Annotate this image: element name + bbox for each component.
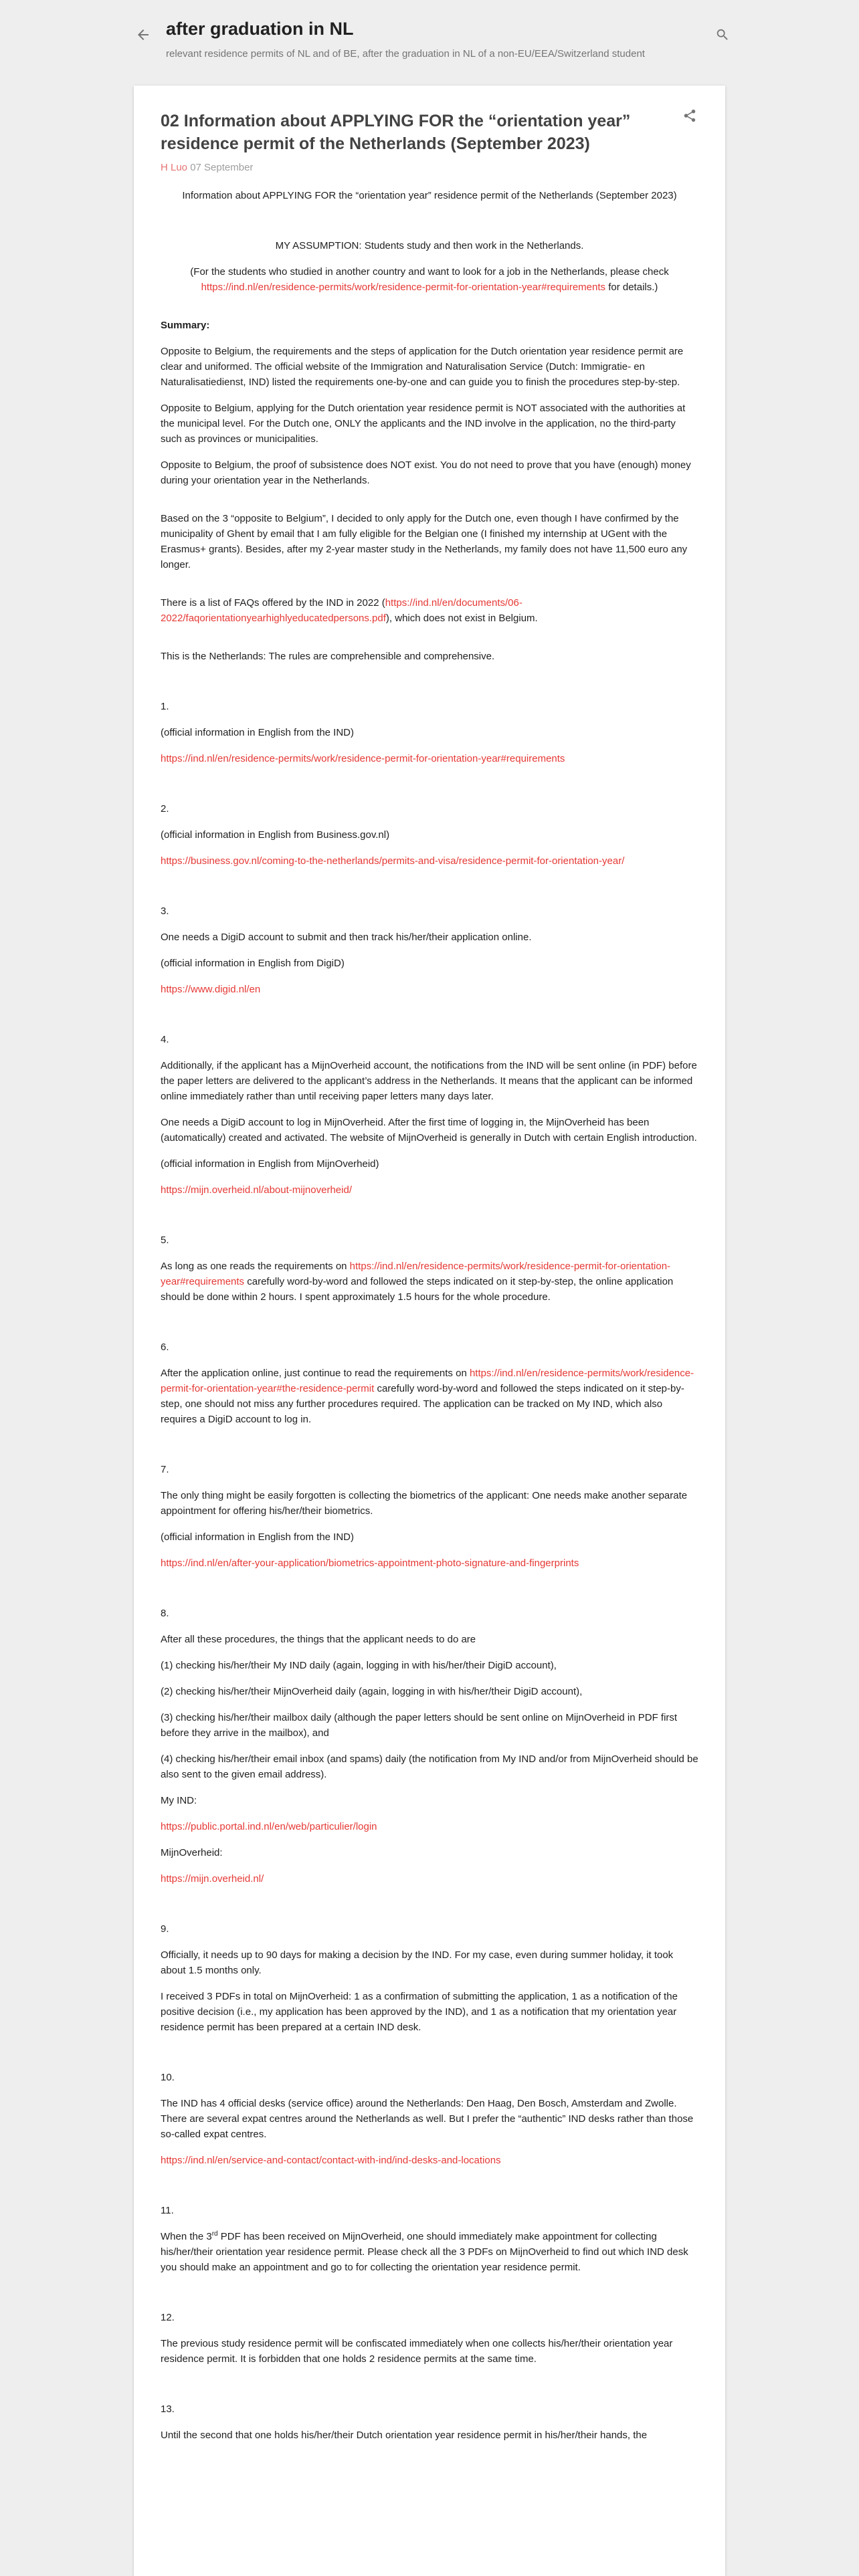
based-paragraph: Based on the 3 “opposite to Belgium”, I decided to only apply for the Dutch one, even though I have confirmed by the municipality of Ghent by email that I am fully eligible for the Belgian one (I finished my internship at UGent with the Erasmus+ grants). Besides, after my 2-year master study in the Netherlands, my family does not have 11,500 euro any longer.	[161, 513, 688, 570]
section-8-number: 8.	[161, 1608, 169, 1619]
faq-paragraph: There is a list of FAQs offered by the IND in 2022 (https://ind.nl/en/documents/06-2022/faqorientationyearhighlyeducatedpersons.pdf), which does not exist in Belgium.	[161, 597, 538, 624]
section-4-text-3: (official information in English from MijnOverheid)	[161, 1158, 379, 1170]
blog-header	[0, 0, 859, 74]
section-1-link[interactable]: https://ind.nl/en/residence-permits/work/residence-permit-for-orientation-year#requirements	[161, 753, 565, 764]
post-byline	[161, 162, 698, 173]
summary-paragraph-1: Opposite to Belgium, the requirements and the steps of application for the Dutch orientation year residence permit are clear and uniformed. The official website of the Immigration and Naturalisation Service (Dutch: Immigratie- en Naturalisatiedienst, IND) listed the requirements one-by-one and can guide you to finish the procedures step-by-step.	[161, 346, 684, 388]
section-10-text: The IND has 4 official desks (service office) around the Netherlands: Den Haag, Den Bosch, Amsterdam and Zwolle. There are several expat centres around the Netherlands as well. But I prefer the “authentic” IND desks rather than those so-called expat centres.	[161, 2098, 694, 2140]
section-9-text-2: I received 3 PDFs in total on MijnOverheid: 1 as a confirmation of submitting the application, 1 as a notification of the positive decision (i.e., my application has been approved by the IND), and 1 as a notification that my orientation year residence permit has been prepared at a certain IND desk.	[161, 1991, 678, 2033]
summary-paragraph-2: Opposite to Belgium, applying for the Dutch orientation year residence permit is NOT associated with the authorities at the municipal level. For the Dutch one, ONLY the applicants and the IND involve in the application, no the third-party such as provinces or municipalities.	[161, 403, 686, 445]
section-5-text: As long as one reads the requirements on https://ind.nl/en/residence-permits/work/residence-permit-for-orientation-year#requirements carefully word-by-word and followed the steps indicated on it step-by-step, the online application should be done within 2 hours. I spent approximately 1.5 hours for the whole procedure.	[161, 1261, 674, 1303]
my-ind-label: My IND:	[161, 1795, 197, 1806]
section-2-text: (official information in English from Business.gov.nl)	[161, 829, 390, 841]
section-6-text: After the application online, just continue to read the requirements on https://ind.nl/en/residence-permits/work/residence-permit-for-orientation-year#the-residence-permit carefully word-by-word and followed the steps indicated on it step-by-step, one should not miss any further procedures required. The application can be tracked on My IND, which also requires a DigiD account to log in.	[161, 1368, 694, 1425]
section-8-item-4: (4) checking his/her/their email inbox (and spams) daily (the notification from My IND and/or from MijnOverheid should be also sent to the given email address).	[161, 1753, 698, 1780]
section-8-text-1: After all these procedures, the things that the applicant needs to do are	[161, 1634, 476, 1645]
section-10-link[interactable]: https://ind.nl/en/service-and-contact/contact-with-ind/ind-desks-and-locations	[161, 2155, 501, 2166]
section-6-number: 6.	[161, 1341, 169, 1353]
my-ind-link[interactable]: https://public.portal.ind.nl/en/web/particulier/login	[161, 1821, 377, 1832]
share-button[interactable]	[678, 104, 701, 127]
assumption-link[interactable]: https://ind.nl/en/residence-permits/work/residence-permit-for-orientation-year#requirements	[201, 282, 606, 293]
post-date: 07 September	[190, 162, 254, 173]
section-3-text-1: One needs a DigiD account to submit and then track his/her/their application online.	[161, 932, 532, 943]
section-8-item-2: (2) checking his/her/their MijnOverheid daily (again, logging in with his/her/their DigiD account),	[161, 1686, 583, 1697]
section-12-number: 12.	[161, 2312, 175, 2323]
section-1-text: (official information in English from the IND)	[161, 727, 354, 738]
arrow-back-icon	[135, 27, 151, 43]
mijnoverheid-label: MijnOverheid:	[161, 1847, 223, 1858]
section-8-item-1: (1) checking his/her/their My IND daily (again, logging in with his/her/their DigiD account),	[161, 1660, 557, 1671]
post-intro: Information about APPLYING FOR the “orientation year” residence permit of the Netherlands (September 2023)	[182, 190, 677, 201]
back-button[interactable]	[131, 23, 155, 47]
assumption-note: (For the students who studied in another country and want to look for a job in the Netherlands, please check https://ind.nl/en/residence-permits/work/residence-permit-for-orientation-year#requirements for details.)	[190, 266, 669, 293]
post-author-link[interactable]: H Luo	[161, 162, 188, 173]
section-2-link[interactable]: https://business.gov.nl/coming-to-the-netherlands/permits-and-visa/residence-permit-for-orientation-year/	[161, 855, 625, 867]
share-icon	[682, 108, 697, 123]
section-10-number: 10.	[161, 2072, 175, 2083]
search-button[interactable]	[710, 23, 735, 47]
section-11-number: 11.	[161, 2205, 174, 2216]
section-11-text: When the 3rd PDF has been received on MijnOverheid, one should immediately make appointment for collecting his/her/their orientation year residence permit. Please check all the 3 PDFs on MijnOverheid to find out which IND desk you should make an appointment and go to for collecting the orientation year residence permit.	[161, 2230, 688, 2273]
post-title: 02 Information about APPLYING FOR the “orientation year” residence permit of the Netherlands (September 2023)	[161, 112, 631, 153]
section-5-number: 5.	[161, 1235, 169, 1246]
section-13-number: 13.	[161, 2403, 175, 2415]
section-7-text-1: The only thing might be easily forgotten is collecting the biometrics of the applicant: One needs make another separate appointment for offering his/her/their biometrics.	[161, 1490, 688, 1517]
section-3-link[interactable]: https://www.digid.nl/en	[161, 984, 261, 995]
section-7-link[interactable]: https://ind.nl/en/after-your-application/biometrics-appointment-photo-signature-and-fingerprints	[161, 1558, 579, 1569]
section-13-text: Until the second that one holds his/her/their Dutch orientation year residence permit in his/her/their hands, the	[161, 2430, 648, 2441]
section-7-text-2: (official information in English from the IND)	[161, 1531, 354, 1543]
section-9-number: 9.	[161, 1923, 169, 1935]
section-4-link[interactable]: https://mijn.overheid.nl/about-mijnoverheid/	[161, 1184, 352, 1196]
section-7-number: 7.	[161, 1464, 169, 1475]
section-6-link[interactable]: https://ind.nl/en/residence-permits/work/residence-permit-for-orientation-year#the-residence-permit	[161, 1368, 694, 1394]
summary-paragraph-3: Opposite to Belgium, the proof of subsistence does NOT exist. You do not need to prove that you have (enough) money during your orientation year in the Netherlands.	[161, 459, 691, 486]
blog-title[interactable]: after graduation in NL	[166, 19, 354, 39]
section-3-text-2: (official information in English from DigiD)	[161, 958, 345, 969]
rules-paragraph: This is the Netherlands: The rules are comprehensible and comprehensive.	[161, 651, 495, 662]
blog-description: relevant residence permits of NL and of BE, after the graduation in NL of a non-EU/EEA/Switzerland student	[166, 48, 645, 60]
mijnoverheid-link[interactable]: https://mijn.overheid.nl/	[161, 1873, 264, 1885]
section-3-number: 3.	[161, 905, 169, 917]
section-9-text-1: Officially, it needs up to 90 days for making a decision by the IND. For my case, even during summer holiday, it took about 1.5 months only.	[161, 1949, 674, 1976]
section-4-text-2: One needs a DigiD account to log in MijnOverheid. After the first time of logging in, the MijnOverheid has been (automatically) created and activated. The website of MijnOverheid is generally in Dutch with certain English introduction.	[161, 1117, 697, 1144]
summary-heading: Summary:	[161, 320, 210, 331]
faq-link[interactable]: https://ind.nl/en/documents/06-2022/faqorientationyearhighlyeducatedpersons.pdf	[161, 597, 522, 624]
section-4-text-1: Additionally, if the applicant has a MijnOverheid account, the notifications from the IND will be sent online (in PDF) before the paper letters are delivered to the applicant’s address in the Netherlands. It means that the applicant can be informed online immediately rather than until receiving paper letters many days later.	[161, 1060, 697, 1102]
post-body	[161, 188, 698, 2443]
section-12-text: The previous study residence permit will be confiscated immediately when one collects his/her/their orientation year residence permit. It is forbidden that one holds 2 residence permits at the same time.	[161, 2338, 673, 2365]
section-5-link[interactable]: https://ind.nl/en/residence-permits/work/residence-permit-for-orientation-year#requirements	[161, 1261, 671, 1287]
section-4-number: 4.	[161, 1034, 169, 1045]
section-2-number: 2.	[161, 803, 169, 815]
search-icon	[715, 27, 730, 42]
post-card	[134, 86, 725, 2576]
assumption-text: MY ASSUMPTION: Students study and then work in the Netherlands.	[275, 240, 584, 251]
section-1-number: 1.	[161, 701, 169, 712]
section-8-item-3: (3) checking his/her/their mailbox daily (although the paper letters should be sent online on MijnOverheid in PDF first before they arrive in the mailbox), and	[161, 1712, 678, 1739]
